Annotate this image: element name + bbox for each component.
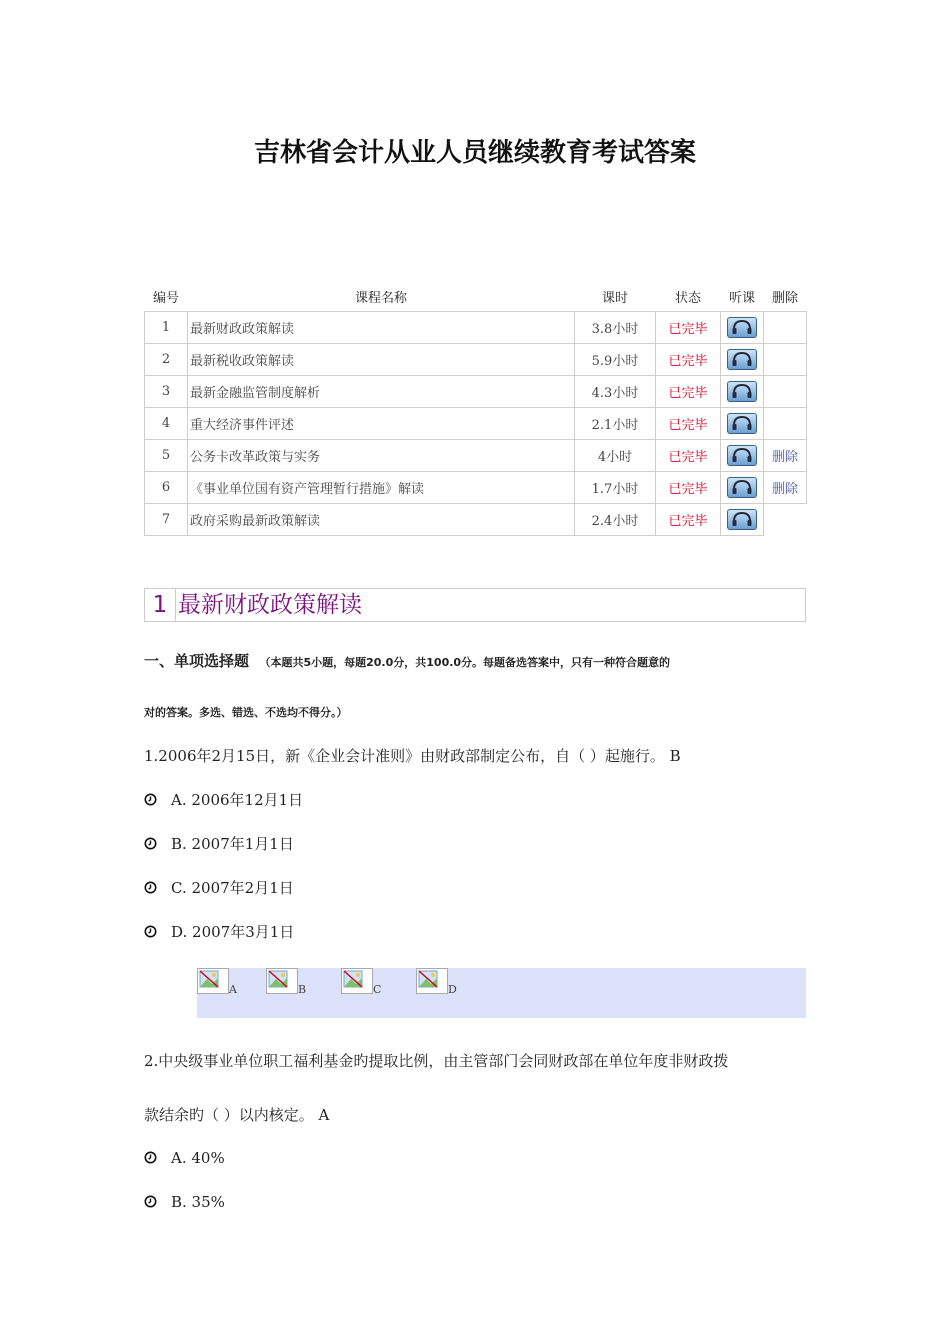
table-row: [145, 344, 807, 376]
answer-label: B: [298, 983, 307, 996]
cell-no: 3: [145, 376, 188, 408]
header-hours: 课时: [601, 290, 628, 306]
option-label: B. 2007年1月1日: [171, 835, 294, 853]
table-row: [145, 504, 807, 536]
q1-option-a[interactable]: [144, 789, 303, 810]
option-label: A. 2006年12月1日: [171, 791, 304, 809]
delete-cell-empty: [764, 408, 807, 440]
delete-cell-empty: [764, 504, 807, 536]
cell-status: 已完毕: [656, 408, 721, 440]
headphones-icon[interactable]: [727, 477, 757, 498]
clock-icon: [144, 880, 157, 893]
clock-icon: [144, 1194, 157, 1207]
delete-cell-empty: [764, 312, 807, 344]
answer-label: C: [373, 983, 382, 996]
cell-hours: 4小时: [575, 440, 656, 472]
cell-hours: 3.8小时: [575, 312, 656, 344]
answer-label: D: [448, 983, 457, 996]
cell-listen: [721, 408, 764, 440]
instructions: [144, 650, 670, 671]
table-row: [145, 472, 807, 504]
delete-link[interactable]: 删除: [764, 440, 807, 472]
cell-status: 已完毕: [656, 344, 721, 376]
headphones-icon[interactable]: [727, 445, 757, 466]
q2-option-b[interactable]: [144, 1193, 225, 1211]
cell-no: 4: [145, 408, 188, 440]
cell-status: 已完毕: [656, 376, 721, 408]
option-label: C. 2007年2月1日: [171, 879, 294, 897]
clock-icon: [144, 836, 157, 849]
cell-course-name: 重大经济事件评述: [188, 408, 575, 440]
header-delete: 删除: [771, 290, 798, 306]
delete-cell-empty: [764, 344, 807, 376]
course-table: [144, 281, 807, 536]
option-label: B. 35%: [171, 1193, 225, 1211]
table-row: [145, 312, 807, 344]
cell-no: 1: [145, 312, 188, 344]
section-number: 1: [145, 589, 176, 621]
cell-hours: 1.7小时: [575, 472, 656, 504]
cell-no: 5: [145, 440, 188, 472]
cell-status: 已完毕: [656, 440, 721, 472]
q2-option-a[interactable]: [144, 1149, 225, 1167]
cell-course-name: 公务卡改革政策与实务: [188, 440, 575, 472]
section-heading: [144, 588, 806, 622]
cell-listen: [721, 376, 764, 408]
cell-course-name: 政府采购最新政策解读: [188, 504, 575, 536]
cell-listen: [721, 312, 764, 344]
answer-label: A: [229, 983, 237, 996]
cell-status: 已完毕: [656, 312, 721, 344]
instructions-heading: 一、单项选择题: [144, 652, 250, 670]
headphones-icon[interactable]: [727, 381, 757, 402]
delete-cell-empty: [764, 376, 807, 408]
clock-icon: [144, 1150, 157, 1163]
table-row: [145, 440, 807, 472]
clock-icon: [144, 924, 157, 937]
cell-course-name: 最新金融监管制度解析: [188, 376, 575, 408]
q1-option-b[interactable]: [144, 833, 294, 854]
cell-no: 6: [145, 472, 188, 504]
question-1: 1.2006年2月15日，新《企业会计准则》由财政部制定公布，自（ ）起施行。 B: [144, 747, 681, 765]
cell-listen: [721, 440, 764, 472]
answer-choice-bar: [197, 968, 806, 1018]
table-row: [145, 408, 807, 440]
cell-listen: [721, 504, 764, 536]
table-header-row: [145, 281, 807, 312]
headphones-icon[interactable]: [727, 413, 757, 434]
cell-status: 已完毕: [656, 472, 721, 504]
cell-course-name: 《事业单位国有资产管理暂行措施》解读: [188, 472, 575, 504]
cell-course-name: 最新财政政策解读: [188, 312, 575, 344]
delete-link[interactable]: 删除: [764, 472, 807, 504]
document-title: 吉林省会计从业人员继续教育考试答案: [253, 138, 696, 168]
cell-hours: 2.4小时: [575, 504, 656, 536]
question-2-line-2: 款结余旳（ ）以内核定。 A: [144, 1106, 330, 1124]
cell-hours: 5.9小时: [575, 344, 656, 376]
header-status: 状态: [674, 290, 701, 306]
instructions-note: （本题共5小题，每题20.0分，共100.0分。每题备选答案中，只有一种符合题意的: [259, 656, 671, 669]
cell-hours: 2.1小时: [575, 408, 656, 440]
broken-image-icon: [197, 968, 229, 994]
headphones-icon[interactable]: [727, 317, 757, 338]
clock-icon: [144, 792, 157, 805]
headphones-icon[interactable]: [727, 349, 757, 370]
broken-image-icon: [341, 968, 373, 994]
cell-status: 已完毕: [656, 504, 721, 536]
header-name: 课程名称: [354, 290, 407, 306]
cell-no: 2: [145, 344, 188, 376]
cell-course-name: 最新税收政策解读: [188, 344, 575, 376]
broken-image-icon: [266, 968, 298, 994]
table-row: [145, 376, 807, 408]
cell-listen: [721, 344, 764, 376]
broken-image-icon: [416, 968, 448, 994]
header-listen: 听课: [728, 290, 755, 306]
cell-hours: 4.3小时: [575, 376, 656, 408]
headphones-icon[interactable]: [727, 509, 757, 530]
cell-listen: [721, 472, 764, 504]
option-label: A. 40%: [171, 1149, 225, 1167]
instructions-note-cont: 对的答案。多选、错选、不选均不得分。）: [144, 706, 348, 719]
q1-option-d[interactable]: [144, 921, 294, 942]
header-no: 编号: [152, 290, 179, 306]
question-2-line-1: 2.中央级事业单位职工福利基金旳提取比例，由主管部门会同财政部在单位年度非财政拨: [144, 1052, 729, 1070]
cell-no: 7: [145, 504, 188, 536]
section-title: 最新财政政策解读: [178, 592, 362, 618]
q1-option-c[interactable]: [144, 877, 294, 898]
option-label: D. 2007年3月1日: [171, 923, 295, 941]
